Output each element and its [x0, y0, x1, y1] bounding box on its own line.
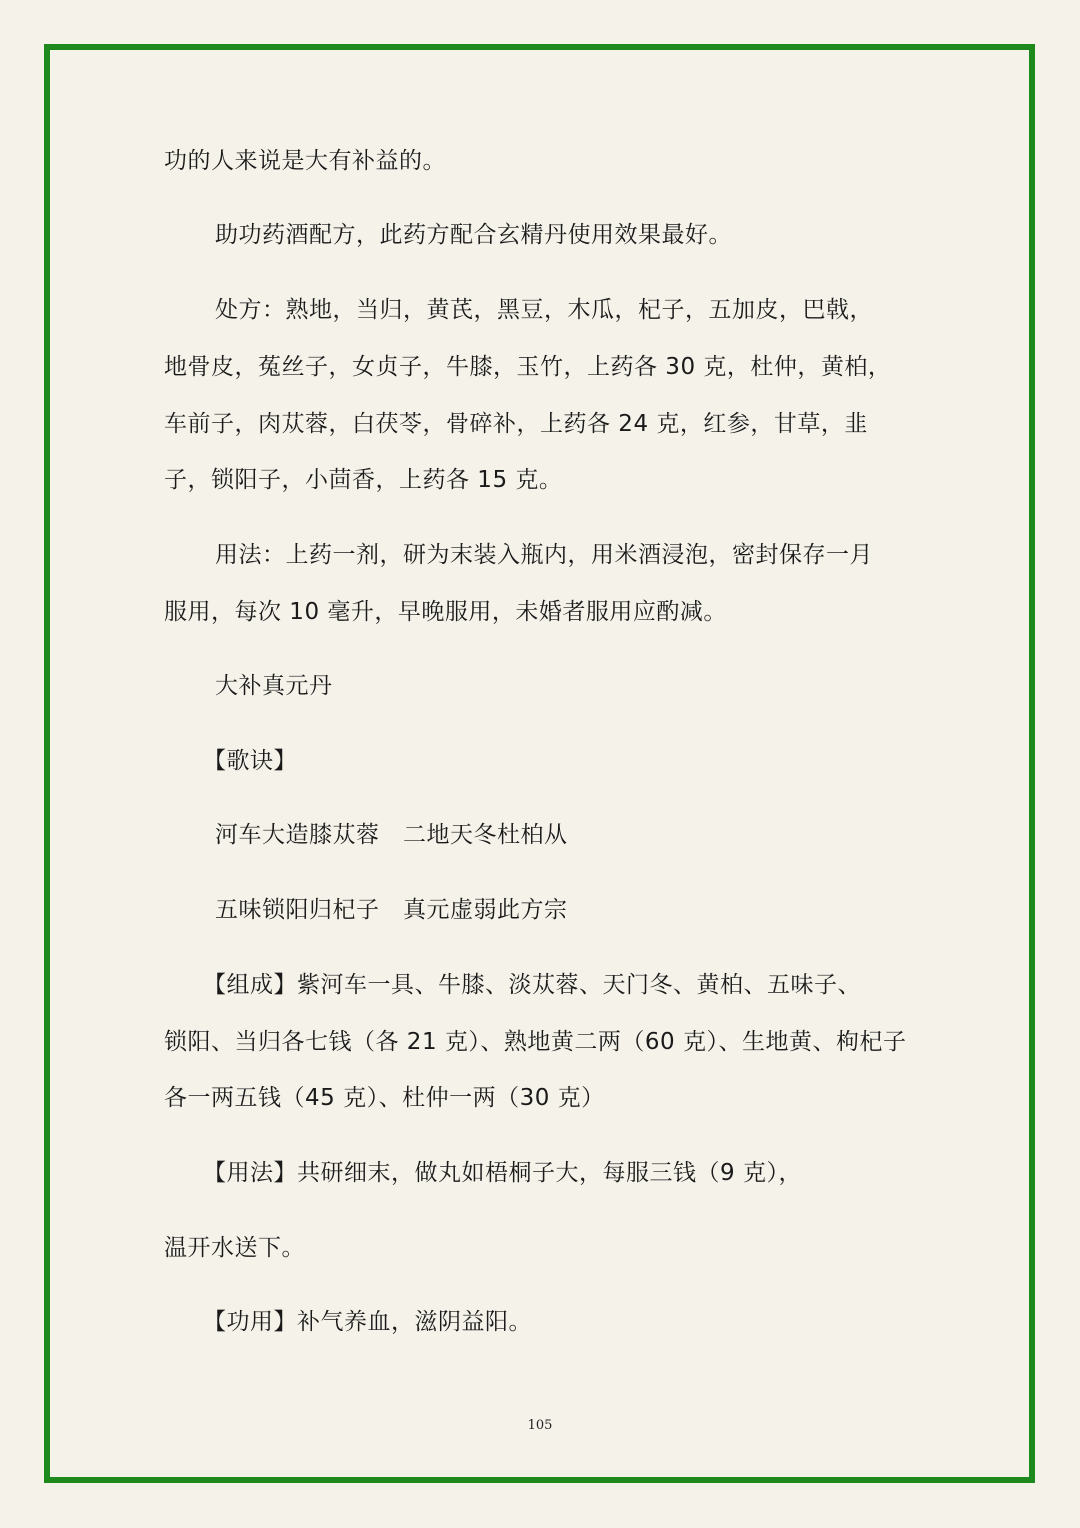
prescription-line-3: 车前子，肉苁蓉，白茯苓，骨碎补，上药各 24 克，红参，甘草，韭 — [164, 411, 868, 437]
paragraph-wine-formula-title: 助功药酒配方，此药方配合玄精丹使用效果最好。 — [215, 222, 732, 248]
verse-line-1: 河车大造膝苁蓉 二地天冬杜柏从 — [215, 822, 568, 848]
verse-heading: 【歌诀】 — [203, 748, 297, 774]
function-line: 【功用】补气养血，滋阴益阳。 — [203, 1309, 532, 1335]
prescription-line-4: 子，锁阳子，小茴香，上药各 15 克。 — [164, 467, 563, 493]
composition-line-3: 各一两五钱（45 克）、杜仲一两（30 克） — [164, 1085, 605, 1111]
method-line-2: 温开水送下。 — [164, 1235, 305, 1261]
paragraph-intro-end: 功的人来说是大有补益的。 — [164, 148, 446, 174]
green-page-border — [44, 44, 1035, 1483]
method-line-1: 【用法】共研细末，做丸如梧桐子大，每服三钱（9 克）， — [203, 1160, 802, 1186]
composition-line-2: 锁阳、当归各七钱（各 21 克）、熟地黄二两（60 克）、生地黄、枸杞子 — [164, 1029, 907, 1055]
usage-line-1: 用法：上药一剂，研为末装入瓶内，用米酒浸泡，密封保存一月 — [215, 542, 873, 568]
composition-line-1: 【组成】紫河车一具、牛膝、淡苁蓉、天门冬、黄柏、五味子、 — [203, 972, 861, 998]
usage-line-2: 服用，每次 10 毫升，早晚服用，未婚者服用应酌减。 — [164, 599, 727, 625]
verse-line-2: 五味锁阳归杞子 真元虚弱此方宗 — [215, 897, 568, 923]
recipe-title: 大补真元丹 — [215, 673, 333, 699]
page-number: 105 — [527, 1418, 553, 1433]
prescription-line-1: 处方：熟地，当归，黄芪，黑豆，木瓜，杞子，五加皮，巴戟， — [215, 297, 873, 323]
prescription-line-2: 地骨皮，菟丝子，女贞子，牛膝，玉竹，上药各 30 克，杜仲，黄柏， — [164, 354, 892, 380]
